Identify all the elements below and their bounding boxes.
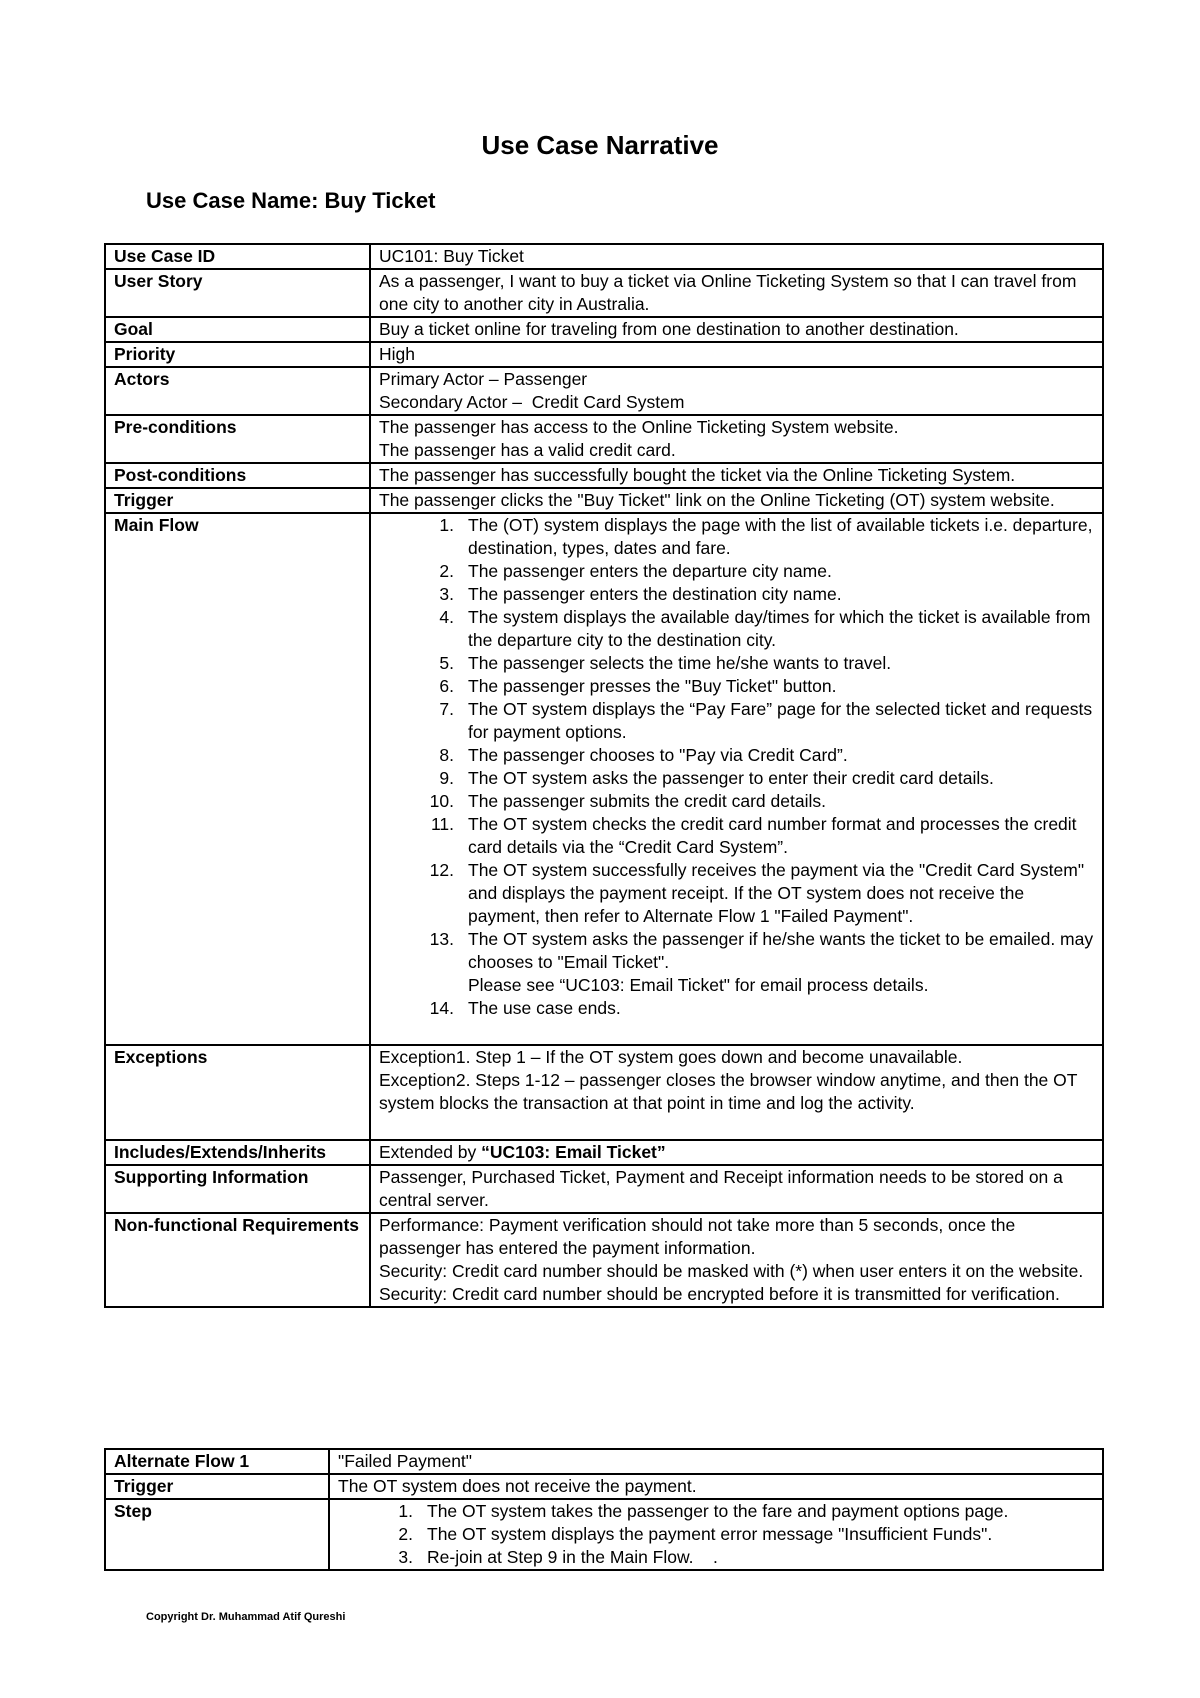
row-user-story <box>105 269 1103 317</box>
list-item <box>379 813 1096 859</box>
step-number: 14. <box>429 998 454 1018</box>
value-pre-conditions <box>370 415 1103 463</box>
row-includes <box>105 1140 1103 1165</box>
list-item <box>379 675 1096 698</box>
step-text: The passenger submits the credit card details. <box>468 791 826 811</box>
label-user-story: User Story <box>105 269 370 317</box>
step-number: 1. <box>398 1501 413 1521</box>
row-main-flow <box>105 513 1103 1045</box>
value-user-story <box>370 269 1103 317</box>
step-text: The system displays the available day/times for which the ticket is available from the departure city to the destination city. <box>468 607 1096 650</box>
step-text: The passenger selects the time he/she wants to travel. <box>468 653 892 673</box>
value-exceptions <box>370 1045 1103 1140</box>
alternate-flow-table <box>104 1448 1104 1571</box>
step-number: 12. <box>429 860 454 880</box>
value-trigger <box>370 488 1103 513</box>
label-alt-step: Step <box>105 1499 329 1570</box>
step-text: The OT system successfully receives the payment via the "Credit Card System" and displays the payment receipt. If the OT system does not receive the payment, then refer to Alternate Flow 1 "Failed Payment". <box>468 860 1089 926</box>
row-alternate-flow <box>105 1449 1103 1474</box>
value-line: The passenger has access to the Online Ticketing System website. <box>379 417 899 437</box>
value-line: Exception1. Step 1 – If the OT system goes down and become unavailable. <box>379 1047 963 1067</box>
value-supporting-information <box>370 1165 1103 1213</box>
step-text: Re-join at Step 9 in the Main Flow. . <box>427 1547 718 1567</box>
step-number: 10. <box>429 791 454 811</box>
label-actors: Actors <box>105 367 370 415</box>
label-alternate-flow: Alternate Flow 1 <box>105 1449 329 1474</box>
step-text: The OT system asks the passenger if he/she wants the ticket to be emailed. may chooses to "Email Ticket". Please see “UC103: Email Ticket" for email process details. <box>468 929 1094 995</box>
step-number: 8. <box>439 745 454 765</box>
row-trigger <box>105 488 1103 513</box>
step-number: 3. <box>398 1547 413 1567</box>
value-alt-step <box>329 1499 1103 1570</box>
row-post-conditions <box>105 463 1103 488</box>
row-exceptions <box>105 1045 1103 1140</box>
label-supporting-information: Supporting Information <box>105 1165 370 1213</box>
label-includes: Includes/Extends/Inherits <box>105 1140 370 1165</box>
label-non-functional: Non-functional Requirements <box>105 1213 370 1307</box>
step-number: 9. <box>439 768 454 788</box>
step-number: 6. <box>439 676 454 696</box>
row-goal <box>105 317 1103 342</box>
label-main-flow: Main Flow <box>105 513 370 1045</box>
list-item <box>379 606 1096 652</box>
value-line: The passenger has a valid credit card. <box>379 440 676 460</box>
step-text: The passenger enters the destination city name. <box>468 584 842 604</box>
step-text: The passenger enters the departure city name. <box>468 561 832 581</box>
list-item <box>379 514 1096 560</box>
step-text: The OT system displays the payment error message "Insufficient Funds". <box>427 1524 993 1544</box>
list-item <box>379 859 1096 928</box>
step-text: The OT system takes the passenger to the fare and payment options page. <box>427 1501 1009 1521</box>
use-case-table <box>104 243 1104 1308</box>
list-item <box>379 583 1096 606</box>
row-non-functional <box>105 1213 1103 1307</box>
row-alt-trigger <box>105 1474 1103 1499</box>
value-line: Buy a ticket online for traveling from one destination to another destination. <box>379 319 959 339</box>
list-item <box>379 744 1096 767</box>
label-goal: Goal <box>105 317 370 342</box>
step-text: The (OT) system displays the page with the list of available tickets i.e. departure, destination, types, dates and fare. <box>468 515 1098 558</box>
value-line: The passenger has successfully bought the ticket via the Online Ticketing System. <box>379 465 1016 485</box>
includes-prefix: Extended by <box>379 1142 482 1162</box>
step-text: The OT system displays the “Pay Fare” page for the selected ticket and requests for payment options. <box>468 699 1098 742</box>
step-number: 4. <box>439 607 454 627</box>
row-priority <box>105 342 1103 367</box>
list-item <box>338 1523 1096 1546</box>
label-exceptions: Exceptions <box>105 1045 370 1140</box>
value-line: Security: Credit card number should be masked with (*) when user enters it on the website. <box>379 1261 1084 1281</box>
list-item <box>379 698 1096 744</box>
value-line: The passenger clicks the "Buy Ticket" link on the Online Ticketing (OT) system website. <box>379 490 1055 510</box>
step-text: The OT system checks the credit card number format and processes the credit card details via the “Credit Card System”. <box>468 814 1082 857</box>
value-non-functional <box>370 1213 1103 1307</box>
value-line: As a passenger, I want to buy a ticket via Online Ticketing System so that I can travel from one city to another city in Australia. <box>379 271 1082 314</box>
row-alt-step <box>105 1499 1103 1570</box>
label-alt-trigger: Trigger <box>105 1474 329 1499</box>
value-includes <box>370 1140 1103 1165</box>
value-line: Passenger, Purchased Ticket, Payment and Receipt information needs to be stored on a central server. <box>379 1167 1068 1210</box>
step-number: 2. <box>439 561 454 581</box>
list-item <box>379 997 1096 1020</box>
step-number: 11. <box>430 814 454 834</box>
value-main-flow <box>370 513 1103 1045</box>
list-item <box>379 928 1096 997</box>
value-line: UC101: Buy Ticket <box>379 246 524 266</box>
value-goal <box>370 317 1103 342</box>
row-use-case-id <box>105 244 1103 269</box>
list-item <box>379 767 1096 790</box>
step-text: The passenger presses the "Buy Ticket" button. <box>468 676 837 696</box>
list-item <box>379 560 1096 583</box>
value-line: Performance: Payment verification should not take more than 5 seconds, once the passenger has entered the payment information. <box>379 1215 1021 1258</box>
label-priority: Priority <box>105 342 370 367</box>
list-item <box>338 1500 1096 1523</box>
step-number: 7. <box>439 699 454 719</box>
row-pre-conditions <box>105 415 1103 463</box>
value-actors <box>370 367 1103 415</box>
value-priority <box>370 342 1103 367</box>
step-number: 2. <box>398 1524 413 1544</box>
use-case-name-heading: Use Case Name: Buy Ticket <box>146 188 436 213</box>
step-number: 13. <box>429 929 454 949</box>
includes-value: “UC103: Email Ticket” <box>481 1142 666 1162</box>
step-text: The passenger chooses to "Pay via Credit Card”. <box>468 745 848 765</box>
list-item <box>379 790 1096 813</box>
value-line: Primary Actor – Passenger <box>379 369 588 389</box>
value-line: Security: Credit card number should be encrypted before it is transmitted for verification. <box>379 1284 1060 1304</box>
list-item <box>379 652 1096 675</box>
list-item <box>338 1546 1096 1569</box>
alternate-flow-steps <box>338 1500 1096 1569</box>
value-use-case-id <box>370 244 1103 269</box>
label-post-conditions: Post-conditions <box>105 463 370 488</box>
row-supporting-information <box>105 1165 1103 1213</box>
step-number: 5. <box>439 653 454 673</box>
value-alt-trigger: The OT system does not receive the payment. <box>329 1474 1103 1499</box>
step-number: 1. <box>439 515 454 535</box>
value-line: Exception2. Steps 1-12 – passenger closes the browser window anytime, and then the OT system blocks the transaction at that point in time and log the activity. <box>379 1070 1083 1113</box>
value-line: High <box>379 344 415 364</box>
value-post-conditions <box>370 463 1103 488</box>
label-pre-conditions: Pre-conditions <box>105 415 370 463</box>
copyright-footer: Copyright Dr. Muhammad Atif Qureshi <box>146 1611 346 1623</box>
row-actors <box>105 367 1103 415</box>
value-alternate-flow: "Failed Payment" <box>329 1449 1103 1474</box>
page-title: Use Case Narrative <box>481 130 719 160</box>
label-trigger: Trigger <box>105 488 370 513</box>
label-use-case-id: Use Case ID <box>105 244 370 269</box>
step-text: The use case ends. <box>468 998 621 1018</box>
main-flow-steps <box>379 514 1096 1020</box>
step-number: 3. <box>439 584 454 604</box>
value-line: Secondary Actor – Credit Card System <box>379 392 685 412</box>
step-text: The OT system asks the passenger to enter their credit card details. <box>468 768 994 788</box>
